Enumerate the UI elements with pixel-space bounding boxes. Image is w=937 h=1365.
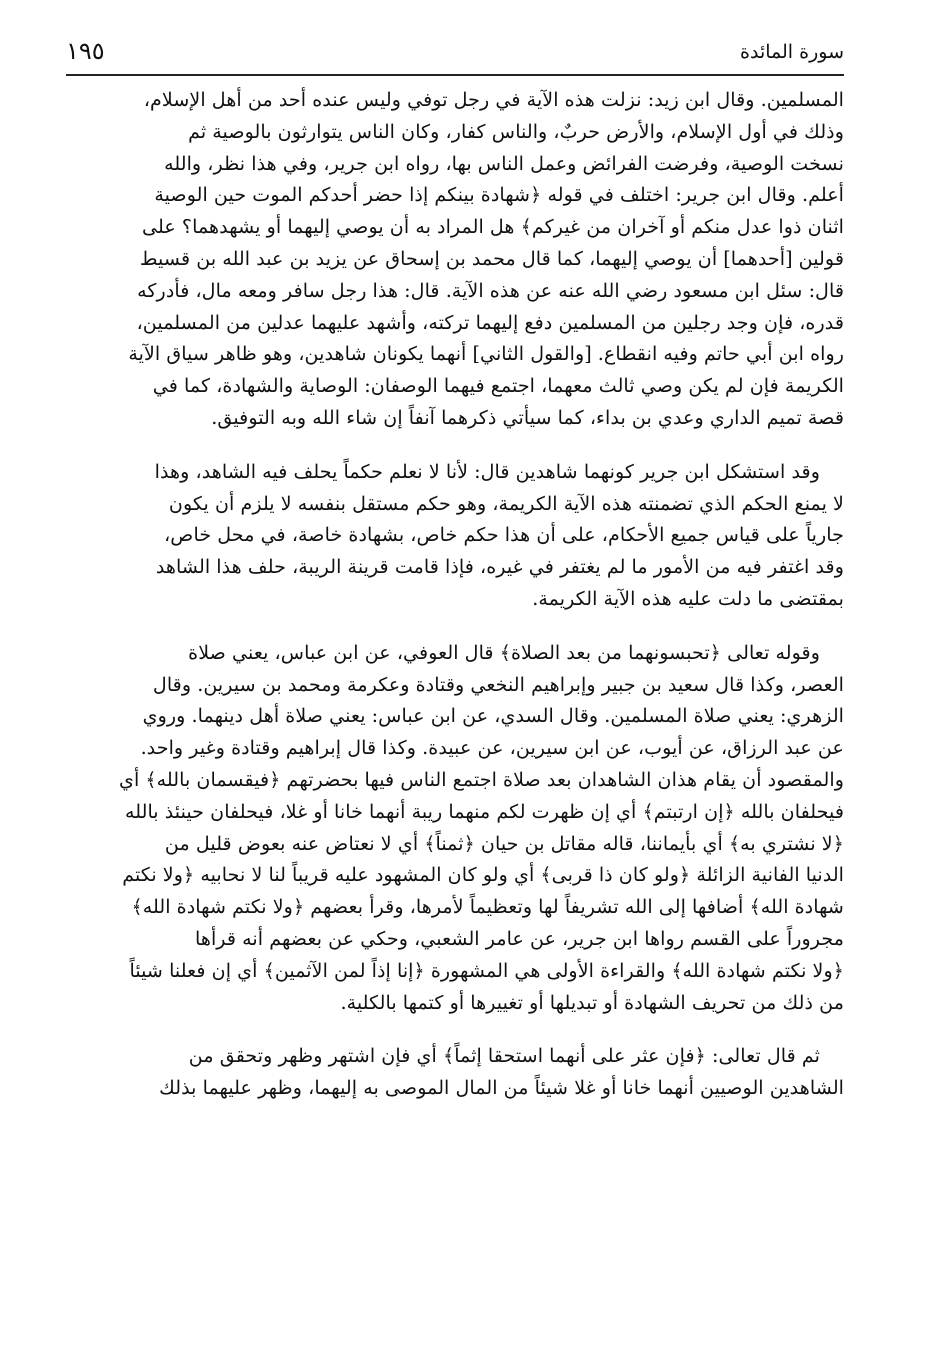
text-line: عن عبد الرزاق، عن أيوب، عن ابن سيرين، عن عبيدة. وكذا قال إبراهيم وقتادة وغير واحد. [140,736,844,760]
text-line: قولين [أحدهما] أن يوصي إليهما، كما قال محمد بن إسحاق عن يزيد بن عبد الله بن قسيط [139,246,844,270]
text-line: مجروراً على القسم رواها ابن جرير، عن عامر الشعبي، وحكي عن بعضهم أنه قرأها [194,926,844,950]
text-line: الزهري: يعني صلاة المسلمين. وقال السدي، عن ابن عباس: يعني صلاة أهل دينهما. وروي [142,704,844,728]
header-divider [66,74,844,76]
text-line: بمقتضى ما دلت عليه هذه الآية الكريمة. [532,586,844,610]
paragraph-4 [66,1040,844,1104]
text-line: والمقصود أن يقام هذان الشاهدان بعد صلاة اجتمع الناس فيها بحضرتهم ﴿فيقسمان بالله﴾ أي [118,767,844,791]
text-line: من ذلك من تحريف الشهادة أو تبديلها أو تغييرها أو كتمها بالكلية. [340,990,844,1014]
paragraph-1 [66,84,844,434]
page-number: ١٩٥ [66,37,105,65]
text-line: ﴿ولا نكتم شهادة الله﴾ والقراءة الأولى هي المشهورة ﴿إنا إذاً لمن الآثمين﴾ أي إن فعلنا شيئاً [129,958,844,982]
text-line: فيحلفان بالله ﴿إن ارتبتم﴾ أي إن ظهرت لكم منهما ريبة أنهما خانا أو غلا، فيحلفان حينئذ بالله [124,799,844,823]
text-line: وقوله تعالى ﴿تحبسونهما من بعد الصلاة﴾ قال العوفي، عن ابن عباس، يعني صلاة [188,640,820,664]
text-line: وقد اغتفر فيه من الأمور ما لم يغتفر في غيره، فإذا قامت قرينة الريبة، حلف هذا الشاهد [155,555,844,579]
text-line: أعلم. وقال ابن جرير: اختلف في قوله ﴿شهادة بينكم إذا حضر أحدكم الموت حين الوصية [154,183,844,207]
text-line: شهادة الله﴾ أضافها إلى الله تشريفاً لها وتعظيماً لأمرها، وقرأ بعضهم ﴿ولا نكتم شهادة الله﴾ [131,895,844,919]
page-header [66,34,844,74]
text-line: وقد استشكل ابن جرير كونهما شاهدين قال: لأنا لا نعلم حكماً يحلف فيه الشاهد، وهذا [154,459,820,483]
text-line: ﴿لا نشتري به﴾ أي بأيماننا، قاله مقاتل بن حيان ﴿ثمناً﴾ أي لا نعتاض عنه بعوض قليل من [164,831,844,855]
text-line: العصر، وكذا قال سعيد بن جبير وإبراهيم النخعي وقتادة وعكرمة ومحمد بن سيرين. وقال [152,672,844,696]
text-line: رواه ابن أبي حاتم وفيه انقطاع. [والقول الثاني] أنهما يكونان شاهدين، وهو ظاهر سياق الآية [128,342,844,366]
paragraph-gap [66,434,844,456]
paragraph-gap [66,615,844,637]
text-line: لا يمنع الحكم الذي تضمنته هذه الآية الكريمة، وهو حكم مستقل بنفسه لا يلزم أن يكون [168,491,844,515]
text-line: جارياً على قياس جميع الأحكام، على أن هذا حكم خاص، بشهادة خاصة، في محل خاص، [164,523,844,547]
text-line: قصة تميم الداري وعدي بن بداء، كما سيأتي ذكرهما آنفاً إن شاء الله وبه التوفيق. [211,405,844,429]
surah-title: سورة المائدة [740,41,844,63]
paragraph-3 [66,637,844,1019]
text-line: المسلمين. وقال ابن زيد: نزلت هذه الآية في رجل توفي وليس عنده أحد من أهل الإسلام، [143,88,844,111]
text-line: اثنان ذوا عدل منكم أو آخران من غيركم﴾ هل المراد به أن يوصي إليهما أو يشهدهما؟ على [142,215,844,239]
text-line: نسخت الوصية، وفرضت الفرائض وعمل الناس بها، رواه ابن جرير، وفي هذا نظر، والله [164,151,844,175]
text-line: الدنيا الفانية الزائلة ﴿ولو كان ذا قربى﴾ أي ولو كان المشهود عليه قريباً لنا لا نحابيه ﴿ولا نكتم [122,863,844,887]
text-line: قدره، فإن وجد رجلين من المسلمين دفع إليهما تركته، وأشهد عليهما عدلين من المسلمين، [136,310,844,334]
text-line: الشاهدين الوصيين أنهما خانا أو غلا شيئاً من المال الموصى به إليهما، وظهر عليهما بذلك [159,1076,844,1100]
text-line: قال: سئل ابن مسعود رضي الله عنه عن هذه الآية. قال: هذا رجل سافر ومعه مال، فأدركه [137,278,844,302]
paragraph-gap [66,1018,844,1040]
text-line: ثم قال تعالى: ﴿فإن عثر على أنهما استحقا إثماً﴾ أي فإن اشتهر وظهر وتحقق من [188,1044,820,1068]
page-body [66,84,844,1104]
text-line: وذلك في أول الإسلام، والأرض حربٌ، والناس كفار، وكان الناس يتوارثون بالوصية ثم [188,119,844,143]
text-line: الكريمة فإن لم يكن وصي ثالث معهما، اجتمع فيهما الوصفان: الوصاية والشهادة، كما في [152,374,844,398]
paragraph-2 [66,456,844,615]
